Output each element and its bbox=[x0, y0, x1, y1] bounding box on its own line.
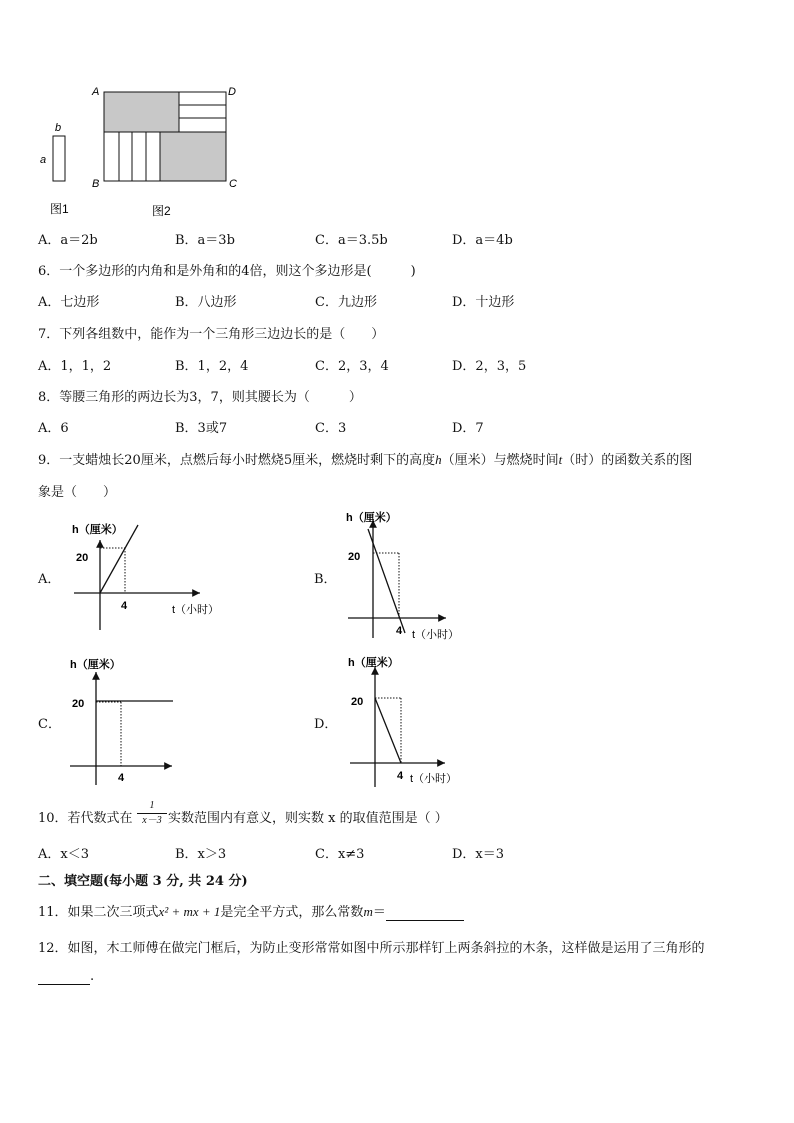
fig1-rectangle bbox=[53, 136, 65, 181]
q9-graph-c bbox=[60, 655, 240, 790]
graph-d-xtick: 4 bbox=[397, 770, 404, 782]
q10-option-c: C．x≠3 bbox=[315, 847, 365, 862]
graph-a-ylabel: h（厘米） bbox=[72, 524, 123, 536]
q11-text-a: 11．如果二次三项式 bbox=[38, 905, 159, 920]
q9-var-h: h bbox=[435, 452, 442, 467]
graph-b-ylabel: h（厘米） bbox=[346, 512, 397, 524]
fig1-label-a: a bbox=[40, 154, 47, 166]
q11-line bbox=[38, 901, 464, 921]
graph-b-xlabel: t（小时） bbox=[412, 629, 460, 641]
graph-a-ytick: 20 bbox=[76, 552, 89, 564]
q9-text-line1 bbox=[38, 449, 692, 468]
fig1-caption: 图1 bbox=[50, 202, 69, 216]
q10-text-a: 10．若代数式在 bbox=[38, 811, 133, 826]
q10-option-d: D．x＝3 bbox=[452, 847, 505, 862]
q8-option-a: A．6 bbox=[38, 421, 69, 436]
q7-option-a: A．1，1，2 bbox=[38, 359, 112, 374]
graph-d-ytick: 20 bbox=[351, 696, 364, 708]
q9-graph-d bbox=[330, 650, 490, 790]
q5-option-b: B．a＝3b bbox=[175, 233, 235, 248]
q7-option-d: D．2，3，5 bbox=[452, 359, 527, 374]
q12-text: 12．如图，木工师傅在做完门框后，为防止变形常常如图中所示那样钉上两条斜拉的木条，这样做是运用了三角形的 bbox=[38, 941, 705, 956]
q9-var-t: t bbox=[558, 452, 563, 467]
q7-text: 7．下列各组数中，能作为一个三角形三边边长的是（ ） bbox=[38, 327, 385, 342]
q5-option-a: A．a＝2b bbox=[38, 233, 98, 248]
q9-text-part2: （厘米）与燃烧时间 bbox=[441, 453, 559, 468]
fig2-shaded-top-left bbox=[104, 92, 179, 132]
q11-expression: x² + mx + 1 bbox=[158, 904, 221, 919]
q9-option-d-label: D． bbox=[314, 717, 338, 732]
q10-option-a: A．x＜3 bbox=[38, 847, 89, 862]
q8-option-c: C．3 bbox=[315, 421, 347, 436]
q11-var-m: m bbox=[363, 904, 373, 919]
graph-b-xtick: 4 bbox=[396, 625, 403, 637]
q9-option-c-label: C． bbox=[38, 717, 61, 732]
q9-text-part3: （时）的函数关系的图 bbox=[562, 453, 693, 468]
q11-text-b: 是完全平方式，那么常数 bbox=[220, 905, 364, 920]
graph-c-ylabel: h（厘米） bbox=[70, 659, 121, 671]
q6-option-c: C．九边形 bbox=[315, 295, 377, 310]
graph-d-xlabel: t（小时） bbox=[410, 773, 458, 785]
graph-d-function-line bbox=[375, 698, 401, 763]
q10-frac-denominator: x－3 bbox=[142, 815, 162, 826]
fig2-label-A: A bbox=[92, 86, 100, 98]
q6-option-b: B．八边形 bbox=[175, 295, 237, 310]
q10-frac-bar bbox=[137, 813, 167, 814]
q6-option-d: D．十边形 bbox=[452, 295, 515, 310]
q7-option-b: B．1，2，4 bbox=[175, 359, 249, 374]
q12-answer-line bbox=[38, 969, 94, 985]
fig2-label-B: B bbox=[92, 178, 100, 190]
q10-frac-numerator: 1 bbox=[149, 800, 155, 811]
fig1-label-b: b bbox=[55, 122, 62, 134]
q9-graph-b bbox=[330, 505, 490, 645]
graph-a-xtick: 4 bbox=[121, 600, 128, 612]
fig2-label-D: D bbox=[228, 86, 236, 98]
q8-option-b: B．3或7 bbox=[175, 421, 228, 436]
q9-text-part1: 9．一支蜡烛长20厘米，点燃后每小时燃烧5厘米，燃烧时剩下的高度 bbox=[38, 453, 436, 468]
q9-option-b-label: B． bbox=[314, 572, 337, 587]
q10-option-b: B．x＞3 bbox=[175, 847, 227, 862]
fig2-caption: 图2 bbox=[152, 204, 171, 218]
graph-b-ytick: 20 bbox=[348, 551, 361, 563]
graph-a-xlabel: t（小时） bbox=[172, 604, 220, 616]
q5-option-d: D．a＝4b bbox=[452, 233, 513, 248]
q11-answer-blank[interactable] bbox=[386, 905, 464, 921]
figure-1-and-2 bbox=[30, 80, 260, 220]
q6-text: 6．一个多边形的内角和是外角和的4倍，则这个多边形是( ) bbox=[38, 264, 416, 279]
fig2-shaded-bottom-right bbox=[160, 132, 226, 181]
fig2-label-C: C bbox=[229, 178, 237, 190]
graph-d-ylabel: h（厘米） bbox=[348, 657, 399, 669]
q11-equals: ＝ bbox=[372, 905, 386, 920]
q6-option-a: A．七边形 bbox=[38, 295, 100, 310]
q5-option-c: C．a＝3.5b bbox=[315, 233, 388, 248]
q12-end-period: . bbox=[90, 969, 95, 984]
q10-text-b: 实数范围内有意义，则实数 x 的取值范围是（ ） bbox=[168, 811, 448, 826]
section-2-title: 二、填空题(每小题 3 分, 共 24 分) bbox=[38, 874, 248, 889]
graph-c-xtick: 4 bbox=[118, 772, 125, 784]
q9-text-line2: 象是（ ） bbox=[38, 485, 117, 500]
q8-option-d: D．7 bbox=[452, 421, 484, 436]
q8-text: 8．等腰三角形的两边长为3，7，则其腰长为（ ） bbox=[38, 390, 362, 405]
q9-graph-a bbox=[60, 515, 240, 640]
graph-c-ytick: 20 bbox=[72, 698, 85, 710]
q12-answer-blank[interactable] bbox=[38, 969, 90, 985]
q9-option-a-label: A． bbox=[38, 572, 61, 587]
q7-option-c: C．2，3，4 bbox=[315, 359, 389, 374]
q10-fraction bbox=[137, 800, 167, 827]
